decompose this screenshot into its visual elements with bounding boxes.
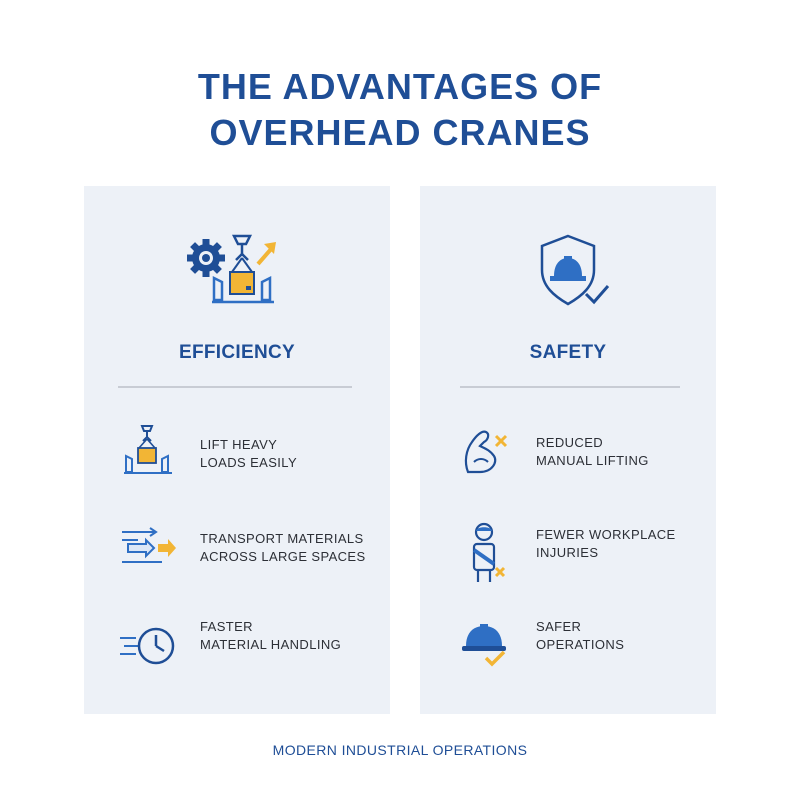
safety-panel [420,186,716,714]
crane-hook-icon [118,422,178,487]
hardhat-check-icon [458,622,518,677]
footer-tagline: MODERN INDUSTRIAL OPERATIONS [272,742,528,758]
title-line-1: THE ADVANTAGES OF [197,66,603,107]
list-item [84,422,390,482]
transport-arrows-icon [118,524,188,579]
item-text: FASTER MATERIAL HANDLING [200,619,342,652]
arm-strength-icon [458,422,518,487]
item-text: FEWER WORKPLACE INJURIES [536,527,676,560]
safety-title: SAFETY [529,342,607,363]
list-item [84,619,390,684]
efficiency-panel [84,186,390,714]
fast-clock-icon [118,624,182,679]
item-text: SAFER OPERATIONS [536,619,625,652]
item-text: TRANSPORT MATERIALS ACROSS LARGE SPACES [200,531,366,564]
item-text: REDUCED MANUAL LIFTING [536,435,649,468]
list-item [420,522,716,582]
title-line-2: OVERHEAD CRANES [209,112,591,153]
gear-crane-icon [184,234,284,313]
page-title [0,64,800,156]
list-item [420,422,716,482]
safety-divider [460,386,680,388]
shield-hardhat-icon [534,234,618,313]
list-item [420,619,716,682]
efficiency-divider [118,386,352,388]
list-item [84,524,390,584]
efficiency-title: EFFICIENCY [179,342,295,363]
worker-icon [458,522,518,591]
item-text: LIFT HEAVY LOADS EASILY [200,437,298,470]
